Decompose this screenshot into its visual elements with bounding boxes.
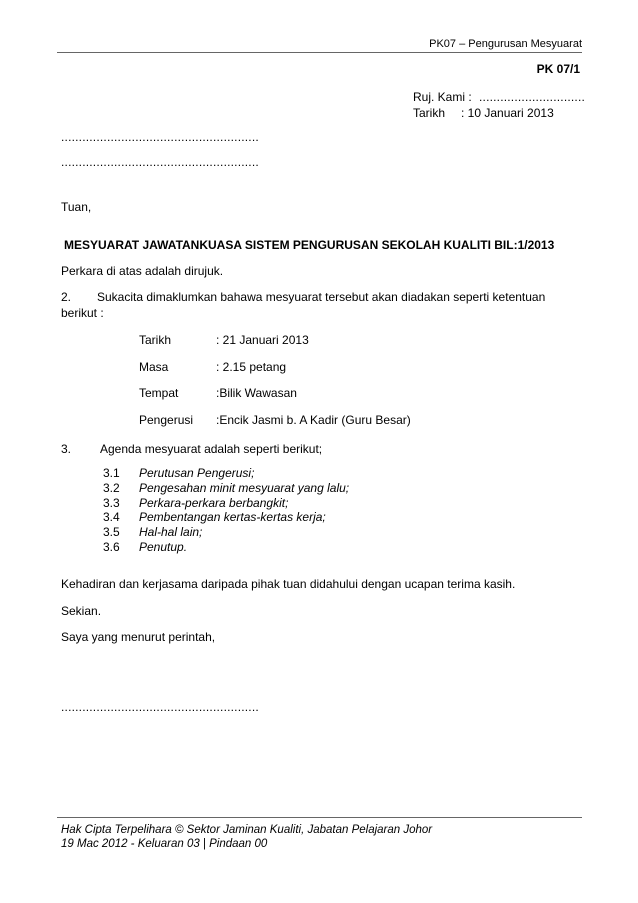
para-2-line-2: berikut :	[61, 306, 104, 320]
recipient-line-2: ........................................................	[61, 155, 259, 169]
agenda-item: Penutup.	[139, 540, 188, 554]
agenda-number: 3.1	[103, 466, 120, 480]
form-code: PK 07/1	[536, 62, 580, 76]
para-3-text: Agenda mesyuarat adalah seperti berikut;	[100, 442, 323, 456]
detail-value: : 2.15 petang	[216, 360, 287, 374]
signature-line: ........................................................	[61, 700, 259, 714]
detail-value: :Bilik Wawasan	[216, 386, 297, 400]
agenda-item: Pengesahan minit mesyuarat yang lalu;	[139, 481, 350, 495]
agenda-item: Perkara-perkara berbangkit;	[139, 496, 289, 510]
detail-label: Masa	[139, 360, 169, 374]
detail-value: :Encik Jasmi b. A Kadir (Guru Besar)	[216, 413, 411, 427]
agenda-item: Perutusan Pengerusi;	[139, 466, 255, 480]
closing-perintah: Saya yang menurut perintah,	[61, 630, 216, 644]
ruj-value: ..............................	[479, 90, 586, 104]
closing-thanks: Kehadiran dan kerjasama daripada pihak tuan didahului dengan ucapan terima kasih.	[61, 577, 516, 591]
closing-sekian: Sekian.	[61, 604, 102, 618]
footer-copyright: Hak Cipta Terpelihara © Sektor Jaminan Kualiti, Jabatan Pelajaran Johor	[61, 824, 433, 836]
ruj-label: Ruj. Kami :	[413, 90, 472, 104]
para-2-line-1: Sukacita dimaklumkan bahawa mesyuarat tersebut akan diadakan seperti ketentuan	[97, 290, 546, 304]
detail-label: Tarikh	[139, 333, 172, 347]
running-title: PK07 – Pengurusan Mesyuarat	[429, 38, 582, 50]
header-rule	[57, 52, 582, 53]
agenda-item: Hal-hal lain;	[139, 525, 203, 539]
agenda-number: 3.2	[103, 481, 120, 495]
footer-version: 19 Mac 2012 - Keluaran 03 | Pindaan 00	[61, 838, 268, 850]
footer-rule	[57, 817, 582, 818]
salutation: Tuan,	[61, 200, 92, 214]
recipient-line-1: ........................................................	[61, 130, 259, 144]
para-1: Perkara di atas adalah dirujuk.	[61, 264, 224, 278]
agenda-number: 3.6	[103, 540, 120, 554]
para-3-number: 3.	[61, 442, 72, 456]
detail-label: Pengerusi	[139, 413, 194, 427]
detail-label: Tempat	[139, 386, 179, 400]
detail-value: : 21 Januari 2013	[216, 333, 309, 347]
agenda-number: 3.5	[103, 525, 120, 539]
tarikh-value: : 10 Januari 2013	[461, 106, 554, 120]
agenda-number: 3.3	[103, 496, 120, 510]
subject-line: MESYUARAT JAWATANKUASA SISTEM PENGURUSAN SEKOLAH KUALITI BIL:1/2013	[64, 238, 555, 252]
tarikh-label: Tarikh	[413, 106, 446, 120]
agenda-number: 3.4	[103, 510, 120, 524]
agenda-item: Pembentangan kertas-kertas kerja;	[139, 510, 326, 524]
para-2-number: 2.	[61, 290, 72, 304]
